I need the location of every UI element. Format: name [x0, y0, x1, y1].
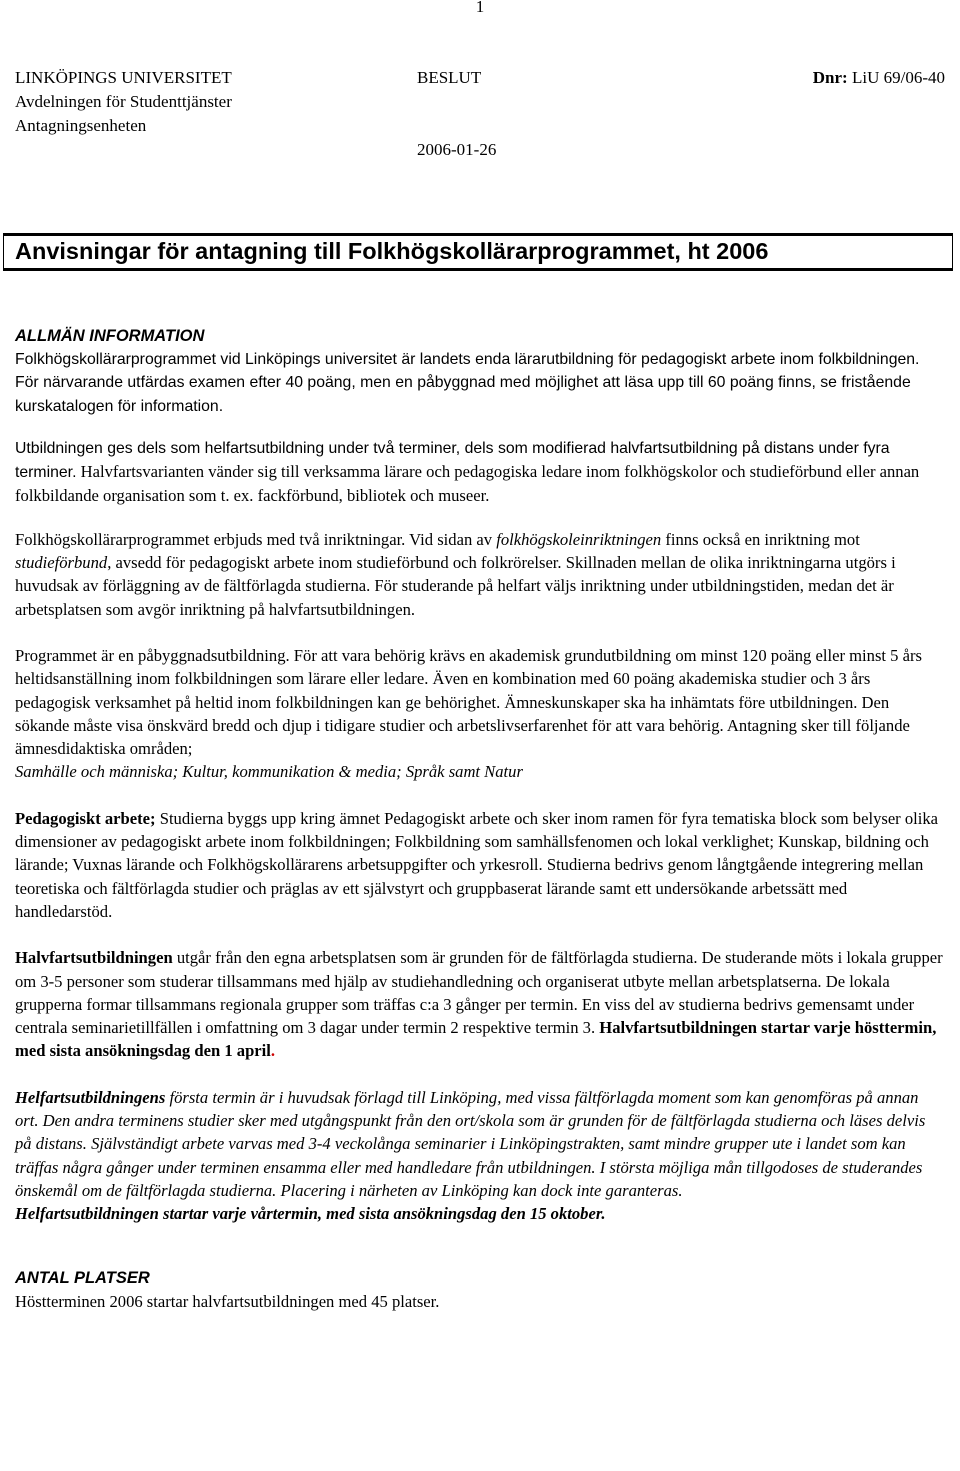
- part-time-target-text: Halvfartsvarianten vänder sig till verksamma lärare och pedagogiska ledare inom folkhögskolor och studieförbund eller annan folkbildande organisation som t. ex. fackförbund, bibliotek och museer.: [15, 462, 920, 506]
- paragraph-program-intro: Folkhögskollärarprogrammet vid Linköpings universitet är landets enda lärarutbildning för pedagogiskt arbete inom folkbildningen. För närvarande utfärdas examen efter 40 poäng, men en påbyggnad med möjlighet att läsa upp till 60 poäng finns, se fristående kurskatalogen för information.: [15, 351, 920, 415]
- title-banner: [3, 233, 953, 271]
- paragraph-pedagogical-work: [15, 807, 945, 923]
- spacer: [15, 1226, 945, 1266]
- study-forms-text: Utbildningen ges dels som helfartsutbildning under två terminer, dels som modifierad halvfartsutbildning på distans under fyra terminer.: [15, 439, 890, 482]
- issuer-unit: Antagningsenheten: [15, 116, 147, 135]
- didactic-areas: Samhälle och människa; Kultur, kommunikation & media; Språk samt Natur: [15, 762, 523, 782]
- eligibility-text: Programmet är en påbyggnadsutbildning. För att vara behörig krävs en akademisk grundutbildning om minst 120 poäng eller minst 5 års heltidsanställning inom folkbildningen som lärare eller ledare. Även en kombination med 60 poäng akademiska studier och 3 års pedagogisk verksamhet på heltid inom folkbildningen kan ge behörighet. Ämneskunskaper ska ha inhämtats före utbildningen. Den sökande måste visa önskvärd bredd och djup i tidigare studier och arbetslivserfarenhet för att vara behörig. Antagning sker till följande ämnesdidaktiska områden;: [15, 645, 922, 759]
- part-time-end-dot: .: [270, 1041, 276, 1061]
- full-time-start-info: Helfartsutbildningen startar varje vårtermin, med sista ansökningsdag den 15 oktober.: [15, 1204, 606, 1224]
- spacer: [15, 1063, 945, 1086]
- pedagogical-work-lead: Pedagogiskt arbete;: [15, 808, 156, 828]
- document-title: Anvisningar för antagning till Folkhögskollärarprogrammet, ht 2006: [15, 238, 769, 264]
- part-time-lead: Halvfartsutbildningen: [15, 948, 173, 968]
- paragraph-full-time: [15, 1086, 945, 1226]
- part-time-start-info: Halvfartsutbildningen startar varje hösttermin, med sista ansökningsdag den 1 april: [15, 1018, 937, 1061]
- orientation-study-association: studieförbund: [15, 553, 108, 573]
- document-body: [15, 324, 945, 1313]
- full-time-lead: Helfartsutbildningens: [15, 1087, 166, 1107]
- page-number: 1: [475, 0, 485, 16]
- spacer: [15, 923, 945, 946]
- paragraph-study-forms: [15, 437, 945, 509]
- paragraph-orientations: [15, 528, 945, 621]
- spacer: [15, 509, 945, 528]
- spacer: [15, 418, 945, 437]
- orientation-folk-high-school: folkhögskoleinriktningen: [496, 529, 662, 549]
- paragraph-part-time: [15, 946, 945, 1062]
- case-number: [813, 66, 945, 90]
- section-heading-places: ANTAL PLATSER: [15, 1268, 150, 1287]
- case-number-label: Dnr:: [812, 68, 848, 87]
- spacer: [15, 621, 945, 644]
- part-time-text: utgår från den egna arbetsplatsen som är grunden för de fältförlagda studierna. De studerande möts i lokala grupper om 3-5 personer som studerar tillsammans med hjälp av studiehandledning och organiserat utbyte mellan arbetsplatserna. De lokala grupperna formar tillsammans regionala grupper som träffas c:a 3 gånger per termin. En viss del av studierna bedrivs gemensamt under centrala seminarietillfällen i omfattning om 3 dagar under termin 2 respektive termin 3.: [15, 948, 943, 1038]
- orientations-text-c: finns också en inriktning mot: [661, 529, 860, 549]
- orientations-text-e: , avsedd för pedagogiskt arbete inom studieförbund och folkrörelser. Skillnaden mellan de olika inriktningarna utgörs i huvudsak av förläggning av de fältförlagda studierna. För studerande på helfart väljs inriktning under utbildningstiden, medan det är arbetsplatsen som avgör inriktning på halvfartsutbildningen.: [15, 553, 896, 619]
- issuer-block: [15, 66, 232, 138]
- paragraph-places: Höstterminen 2006 startar halvfartsutbildningen med 45 platser.: [15, 1291, 440, 1311]
- issuer-department: Avdelningen för Studenttjänster: [15, 92, 232, 111]
- paragraph-eligibility: [15, 644, 945, 784]
- pedagogical-work-text: Studierna byggs upp kring ämnet Pedagogiskt arbete och sker inom ramen för fyra tematiska block som belyser olika dimensioner av pedagogiskt arbete inom folkbildningen; Folkbildning som samhällsfenomen och lokal verklighet; Kunskap, bildning och lärande; Vuxnas lärande och Folkhögskollärarens arbetsuppgifter och yrkesroll. Studierna bedrivs genom långtgående integrering mellan teoretiska och fältförlagda studier och präglas av ett självstyrt och gruppbaserat lärande samt ett undersökande arbetssätt med handledarstöd.: [15, 808, 939, 921]
- section-heading-general-info: ALLMÄN INFORMATION: [15, 327, 205, 345]
- spacer: [15, 784, 945, 807]
- document-date: 2006-01-26: [417, 140, 497, 159]
- full-time-text: första termin är i huvudsak förlagd till Linköping, med vissa fältförlagda moment som kan genomföras på annan ort. Den andra terminens studier sker med utgångspunkt från den ort/skola som är grunden för de fältförlagda studierna och läses delvis på distans. Självständigt arbete varvas med 3-4 veckolånga seminarier i Linköpingstrakten, samt mindre grupper ute i landet som kan träffas några gånger under terminen ensamma eller med handledare från utbildningen. I största möjliga mån tillgodoses de studerandes önskemål om de fältförlagda studierna. Placering i närheten av Linköping kan dock inte garanteras.: [15, 1087, 926, 1200]
- issuer-university: LINKÖPINGS UNIVERSITET: [15, 68, 232, 87]
- document-type: BESLUT: [417, 68, 482, 87]
- case-number-value: LiU 69/06-40: [851, 68, 945, 87]
- orientations-text-a: Folkhögskollärarprogrammet erbjuds med två inriktningar. Vid sidan av: [15, 529, 497, 549]
